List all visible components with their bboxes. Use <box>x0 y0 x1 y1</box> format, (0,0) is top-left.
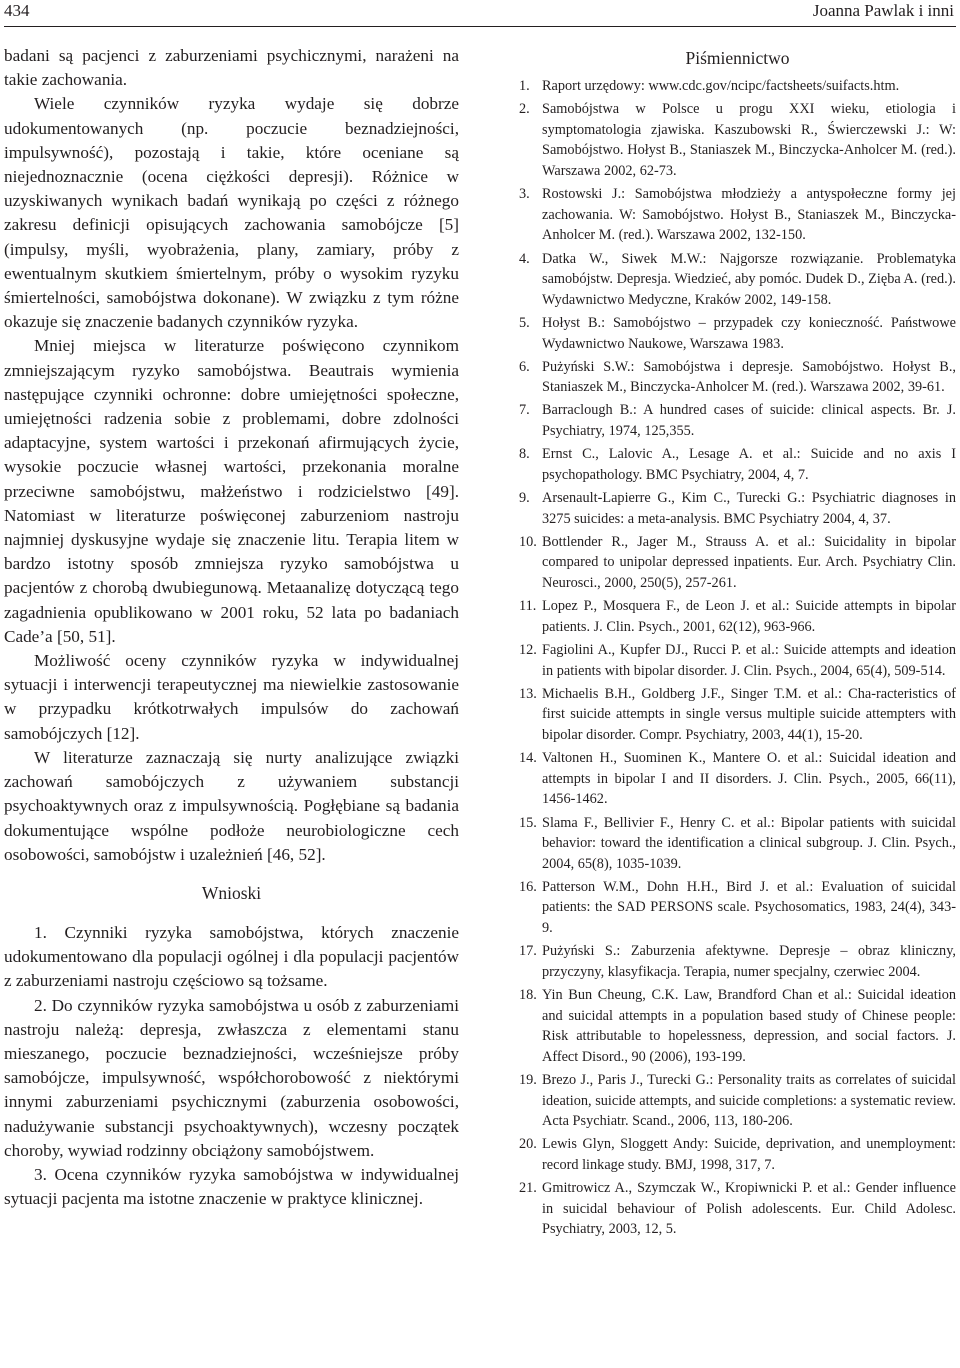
reference-text: Pużyński S.W.: Samobójstwa i depresje. Samobójstwo. Hołyst B., Staniaszek M., Binczycka-Anholcer M. (red.). Warszawa 2002, 39-61. <box>542 358 956 396</box>
reference-number: 13. <box>519 685 537 702</box>
reference-number: 6. <box>519 358 530 375</box>
header-rule <box>4 26 956 27</box>
reference-text: Raport urzędowy: www.cdc.gov/ncipc/factsheets/suifacts.htm. <box>542 78 900 94</box>
reference-text: Barraclough B.: A hundred cases of suicide: clinical aspects. Br. J. Psychiatry, 1974, 125,355. <box>542 402 956 440</box>
reference-number: 15. <box>519 814 537 831</box>
body-paragraph: Wiele czynników ryzyka wydaje się dobrze udokumentowanych (np. poczucie beznadziejności, impulsywność), pozostają i takie, które oceniane są niejednoznacznie (ocena ciężkości depresji). Różnice w uzyskiwanych wynikach badań wynikają po części z różnego zakresu definicji opisujących zachowania samobójcze [5] (impulsy, myśli, wyobrażenia, plany, zamiary, próby z ewentualnym skutkiem śmiertelnym, próby o wysokim ryzyku śmiertelności, samobójstwa dokonane). W związku z tym różne okazuje się znaczenie badanych czynników ryzyka. <box>4 94 459 332</box>
reference-text: Slama F., Bellivier F., Henry C. et al.: Bipolar patients with suicidal behavior: toward the identification a clinical subgroup. J. Clin. Psych., 2004, 65(8), 1035-1039. <box>542 814 956 872</box>
reference-item <box>519 596 956 637</box>
reference-item <box>519 748 956 810</box>
reference-item <box>519 313 956 354</box>
body-paragraph: W literaturze zaznaczają się nurty analizujące związki zachowań samobójczych z używaniem substancji psychoaktywnych oraz z impulsywnością. Pogłębiane są badania dokumentujące wspólne podłoże neurobiologiczne cech osobowości, samobójstw i uzależnień [46, 52]. <box>4 747 459 864</box>
reference-number: 17. <box>519 943 537 960</box>
reference-text: Yin Bun Cheung, C.K. Law, Brandford Chan et al.: Suicidal ideation and suicidal attempts in a population based study of Chinese people: Risk attributable to hopelessness, depression, and social factors. J. Affect Disord., 90 (2006), 193-199. <box>542 987 956 1065</box>
reference-text: Hołyst B.: Samobójstwo – przypadek czy konieczność. Państwowe Wydawnictwo Naukowe, Warszawa 1983. <box>542 314 956 352</box>
reference-number: 21. <box>519 1180 537 1197</box>
reference-text: Arsenault-Lapierre G., Kim C., Turecki G.: Psychiatric diagnoses in 3275 suicides: a meta-analysis. BMC Psychiatry 2004, 4, 37. <box>542 490 956 527</box>
reference-text: Bottlender R., Jager M., Strauss A. et al.: Suicidality in bipolar compared to unipolar depressed inpatients. Eur. Arch. Psychiatry Clin. Neurosci., 2000, 250(5), 257-261. <box>542 533 956 591</box>
conclusions-heading: Wnioski <box>201 882 262 903</box>
reference-number: 14. <box>519 750 537 767</box>
reference-item <box>519 877 956 939</box>
reference-number: 16. <box>519 878 537 895</box>
reference-item <box>519 488 956 529</box>
reference-number: 7. <box>519 402 530 419</box>
reference-item <box>519 444 956 485</box>
reference-number: 8. <box>519 446 530 463</box>
reference-text: Ernst C., Lalovic A., Lesage A. et al.: Suicide and no axis I psychopathology. BMC Psychiatry, 2004, 4, 7. <box>542 446 956 483</box>
page-header <box>4 0 954 22</box>
reference-text: Gmitrowicz A., Szymczak W., Kropiwnicki P. et al.: Gender influence in suicidal behaviour of Polish adolescents. Eur. Child Adolesc. Psychiatry, 2003, 12, 5. <box>542 1180 956 1238</box>
reference-item <box>519 640 956 681</box>
reference-text: Lopez P., Mosquera F., de Leon J. et al.: Suicide attempts in bipolar patients. J. Clin. Psych., 2001, 62(12), 963-966. <box>542 598 956 635</box>
reference-number: 9. <box>519 490 530 507</box>
reference-item <box>519 684 956 746</box>
reference-number: 18. <box>519 987 537 1004</box>
page-number: 434 <box>4 1 30 20</box>
body-paragraph: Mniej miejsca w literaturze poświęcono czynnikom zmniejszającym ryzyko samobójstwa. Beautrais wymienia następujące czynniki ochronne: dobre umiejętności społeczne, umiejętności radzenia sobie z problemami, dobre zdolności adaptacyjne, system wartości i przekonań afirmujących życie, wysokie poczucie własnej wartości, przekonania moralne przeciwne samobójstwu, małżeństwo i rodzicielstwo [49]. Natomiast w literaturze poświęconej zaburzeniom nastroju najmniej dyskusyjne wydaje się znaczenie litu. Terapia litem w bardzo istotny sposób zmniejsza ryzyko samobójstwa u pacjentów z chorobą dwubiegunową. Metaanalizę dotyczącą tego zagadnienia opublikowano w 2001 roku, 52 lata po badaniach Cade’a [50, 51]. <box>4 336 459 646</box>
reference-text: Brezo J., Paris J., Turecki G.: Personality traits as correlates of suicidal ideation, suicide attempts, and suicide completions: a systematic review. Acta Psychiatr. Scand., 2006, 113, 180-206. <box>542 1072 956 1130</box>
reference-item <box>519 99 956 181</box>
reference-text: Rostowski J.: Samobójstwa młodzieży a antyspołeczne formy jej zachowania. W: Samobójstwo. Hołyst B., Staniaszek M., Binczycka-Anholcer M. (red.). Warszawa 2002, 132-150. <box>542 186 956 244</box>
reference-number: 11. <box>519 598 537 615</box>
reference-text: Fagiolini A., Kupfer DJ., Rucci P. et al.: Suicide attempts and ideation in patients with bipolar disorder. J. Clin. Psych., 2004, 65(4), 509-514. <box>542 641 956 679</box>
reference-text: Patterson W.M., Dohn H.H., Bird J. et al.: Evaluation of suicidal patients: the SAD PERSONS scale. Psychosomatics, 1983, 24(4), 343-9. <box>542 878 956 937</box>
body-paragraph: badani są pacjenci z zaburzeniami psychicznymi, narażeni na takie zachowania. <box>4 46 459 90</box>
reference-text: Samobójstwa w Polsce u progu XXI wieku, etiologia i symptomatologia zjawiska. Kaszubowski R., Świerczewski J.: W: Samobójstwo. Hołyst B., Staniaszek M., Binczycka-Anholcer M. (red.). Warszawa 2002, 62-73. <box>542 101 956 179</box>
reference-item <box>519 400 956 441</box>
reference-item <box>519 1178 956 1240</box>
reference-item <box>519 532 956 594</box>
running-head: Joanna Pawlak i inni <box>812 1 954 20</box>
reference-item <box>519 357 956 398</box>
reference-number: 12. <box>519 641 537 658</box>
conclusion-item: 2. Do czynników ryzyka samobójstwa u osób z zaburzeniami nastroju należą: depresja, zwłaszcza z elementami stanu mieszanego, poczucie beznadziejności, wcześniejsze próby samobójcze, impulsywność, współchorobowość z niektórymi innymi zaburzeniami psychicznymi (zaburzenia osobowości, nadużywanie substancji psychoaktywnych), wczesny początek choroby, wywiad rodzinny obciążony samobójstwem. <box>4 995 459 1160</box>
reference-item <box>519 985 956 1067</box>
reference-number: 2. <box>519 101 530 118</box>
reference-item <box>519 941 956 982</box>
reference-item <box>519 76 956 97</box>
reference-number: 10. <box>519 533 537 550</box>
reference-number: 20. <box>519 1136 537 1153</box>
reference-text: Pużyński S.: Zaburzenia afektywne. Depresje – obraz kliniczny, przyczyny, klasyfikacja. Terapia, numer specjalny, czerwiec 2004. <box>542 943 956 980</box>
reference-item <box>519 184 956 246</box>
references-column <box>519 44 956 1364</box>
reference-text: Datka W., Siwek M.W.: Najgorsze rozwiązanie. Problematyka samobójstw. Depresja. Wiedzieć, aby pomóc. Dudek D., Zięba A. (red.). Wydawnictwo Medyczne, Kraków 2002, 149-158. <box>542 250 956 308</box>
conclusion-item: 3. Ocena czynników ryzyka samobójstwa w indywidualnej sytuacji pacjenta ma istotne znaczenie w praktyce klinicznej. <box>4 1164 459 1209</box>
conclusion-item: 1. Czynniki ryzyka samobójstwa, których znaczenie udokumentowano dla populacji ogólnej i dla populacji pacjentów z zaburzeniami nastroju częściowo są tożsame. <box>4 922 459 991</box>
reference-text: Valtonen H., Suominen K., Mantere O. et al.: Suicidal ideation and attempts in bipolar I and II disorders. J. Clin. Psych., 2005, 66(11), 1456-1462. <box>542 750 956 808</box>
reference-text: Michaelis B.H., Goldberg J.F., Singer T.M. et al.: Cha-racteristics of first suicide attempts in single versus multiple suicide attempters with bipolar disorder. Compr. Psychiatry, 2003, 44(1), 15-20. <box>542 685 956 743</box>
reference-number: 1. <box>519 78 530 94</box>
reference-item <box>519 1070 956 1132</box>
reference-number: 3. <box>519 186 530 203</box>
reference-item <box>519 249 956 311</box>
reference-text: Lewis Glyn, Sloggett Andy: Suicide, deprivation, and unemployment: record linkage study. BMJ, 1998, 317, 7. <box>542 1136 956 1173</box>
body-paragraph: Możliwość oceny czynników ryzyka w indywidualnej sytuacji i interwencji terapeutycznej ma niewielkie zastosowanie w przypadku krótkotrwałych impulsów do zachowań samobójczych [12]. <box>4 651 459 743</box>
references-heading: Piśmiennictwo <box>685 48 790 68</box>
reference-number: 4. <box>519 250 530 267</box>
reference-number: 5. <box>519 314 530 331</box>
reference-list <box>519 76 956 1240</box>
body-column-left <box>4 44 459 1364</box>
reference-item <box>519 1134 956 1175</box>
reference-number: 19. <box>519 1072 537 1088</box>
reference-item <box>519 813 956 875</box>
